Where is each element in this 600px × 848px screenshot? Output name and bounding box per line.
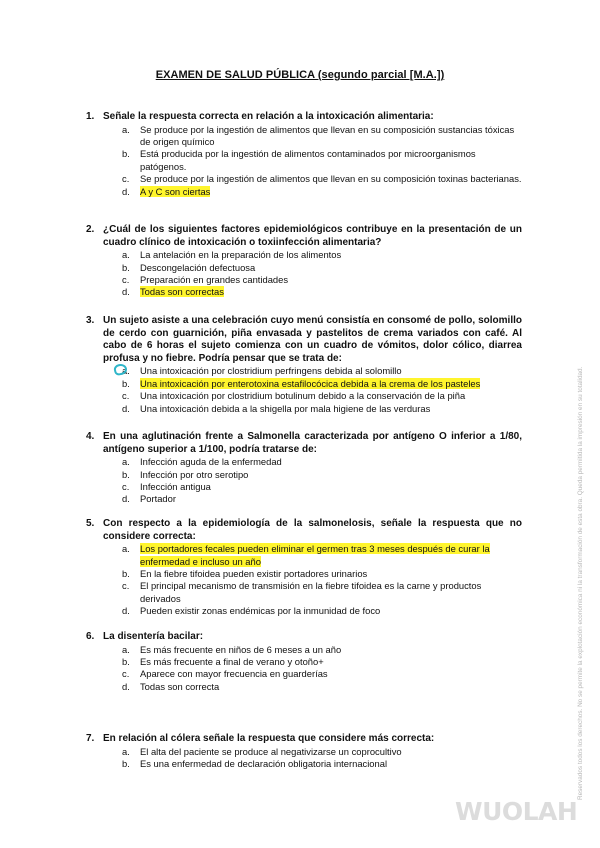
- option-text: Infección aguda de la enfermedad: [140, 456, 282, 468]
- option-text: Es más frecuente en niños de 6 meses a un año: [140, 643, 342, 655]
- option-letter: c.: [122, 390, 130, 402]
- answer-option: [122, 390, 522, 402]
- option-text: Descongelación defectuosa: [140, 261, 256, 273]
- question-4: [86, 431, 522, 506]
- highlighted-answer: Todas son correctas: [140, 286, 224, 298]
- option-text: Preparación en grandes cantidades: [140, 274, 289, 285]
- question-text: Con respecto a la epidemiología de la salmonelosis, señale la respuesta que no considere correcta:: [103, 518, 522, 542]
- question-text: En una aglutinación frente a Salmonella caracterizada por antígeno O inferior a 1/80, antígeno superior a 1/100, podría tratarse de:: [103, 431, 522, 455]
- option-text: El principal mecanismo de transmisión en la fiebre tifoidea es la carne y productos derivados: [140, 580, 482, 604]
- question-number: 2.: [86, 224, 95, 235]
- option-letter: c.: [122, 668, 130, 680]
- answer-option: [122, 403, 522, 415]
- question-header: [86, 224, 522, 249]
- answer-option: [122, 456, 522, 468]
- answer-option: [122, 656, 522, 668]
- question-header: [86, 315, 522, 365]
- option-letter: b.: [122, 656, 130, 667]
- highlighted-answer: A y C son ciertas: [140, 185, 211, 197]
- option-letter: d.: [122, 402, 130, 414]
- exam-title: EXAMEN DE SALUD PÚBLICA (segundo parcial [M.A.]): [155, 69, 445, 81]
- answer-option: [122, 668, 522, 680]
- question-3: [86, 315, 522, 415]
- answer-option: [122, 148, 522, 173]
- question-1: [86, 111, 522, 198]
- option-letter: d.: [122, 286, 130, 298]
- question-number: 5.: [86, 518, 95, 529]
- option-text: Todas son correcta: [140, 680, 220, 692]
- option-letter: b.: [122, 377, 130, 389]
- option-letter: d.: [122, 493, 130, 505]
- answer-option: [122, 758, 522, 770]
- option-list: [86, 746, 522, 771]
- option-letter: d.: [122, 680, 130, 692]
- question-number: 3.: [86, 315, 95, 326]
- answer-option: [122, 124, 522, 149]
- answer-option: [122, 186, 522, 198]
- option-letter: c.: [122, 274, 130, 285]
- question-6: [86, 631, 522, 693]
- option-list: [86, 644, 522, 694]
- option-letter: c.: [122, 173, 130, 185]
- answer-option: [122, 378, 522, 390]
- option-text: Una intoxicación debida a la shigella por mala higiene de las verduras: [140, 402, 431, 414]
- option-text: Es una enfermedad de declaración obligatoria internacional: [140, 758, 388, 769]
- question-number: 7.: [86, 733, 95, 744]
- answer-option: [122, 644, 522, 656]
- option-letter: a.: [122, 543, 130, 555]
- answer-option: [122, 481, 522, 493]
- option-letter: a.: [122, 643, 130, 655]
- option-text: Se produce por la ingestión de alimentos que llevan en su composición toxinas bacterianas.: [140, 173, 522, 185]
- question-header: [86, 518, 522, 543]
- option-list: [86, 543, 522, 617]
- question-text: Un sujeto asiste a una celebración cuyo menú consistía en consomé de pollo, solomillo de cerdo con guarnición, piña envasada y pastelitos de crema variados con café. Al cabo de 6 horas el sujeto comienza con un cuadro de vómitos, dolor cólico, diarrea profusa y no fiebre. Podría pensar que se trata de:: [103, 315, 522, 364]
- option-text: Aparece con mayor frecuencia en guarderías: [140, 668, 328, 680]
- question-number: 1.: [86, 111, 95, 122]
- answer-option: [122, 746, 522, 758]
- question-text: Señale la respuesta correcta en relación a la intoxicación alimentaria:: [103, 111, 434, 122]
- option-text: Una intoxicación por clostridium perfringens debida al solomillo: [140, 365, 402, 377]
- wuolah-logo: WUOLAH: [455, 797, 578, 826]
- option-text: Infección antigua: [140, 481, 211, 492]
- answer-option: [122, 249, 522, 261]
- option-letter: d.: [122, 605, 130, 617]
- option-text: La antelación en la preparación de los alimentos: [140, 249, 342, 261]
- question-text: La disentería bacilar:: [103, 631, 204, 642]
- answer-option: [122, 605, 522, 617]
- question-2: [86, 224, 522, 299]
- option-letter: a.: [122, 365, 130, 377]
- option-letter: a.: [122, 456, 130, 468]
- question-number: 6.: [86, 631, 95, 642]
- option-text: Se produce por la ingestión de alimentos que llevan en su composición sustancias tóxicas de origen químico: [140, 123, 515, 147]
- option-text: Pueden existir zonas endémicas por la inmunidad de foco: [140, 605, 381, 617]
- answer-option: [122, 681, 522, 693]
- answer-option: [122, 543, 522, 568]
- answer-option: [122, 262, 522, 274]
- option-letter: a.: [122, 745, 130, 757]
- answer-option: [122, 365, 522, 377]
- answer-option: [122, 274, 522, 286]
- question-7: [86, 733, 522, 770]
- option-list: [86, 249, 522, 299]
- option-letter: b.: [122, 148, 130, 160]
- copyright-notice: Reservados todos los derechos. No se permite la explotación económica ni la transformación de esta obra. Queda permitida la impresión en su totalidad.: [577, 366, 584, 800]
- option-letter: c.: [122, 580, 130, 592]
- answer-option: [122, 493, 522, 505]
- option-list: [86, 456, 522, 506]
- question-header: [86, 111, 522, 124]
- question-header: [86, 431, 522, 456]
- question-number: 4.: [86, 431, 95, 442]
- option-letter: c.: [122, 481, 130, 492]
- option-letter: b.: [122, 468, 130, 480]
- option-letter: a.: [122, 123, 130, 135]
- option-letter: b.: [122, 261, 130, 273]
- option-text: Infección por otro serotipo: [140, 468, 249, 480]
- option-letter: a.: [122, 249, 130, 261]
- option-text: En la fiebre tifoidea pueden existir portadores urinarios: [140, 568, 368, 579]
- option-text: Es más frecuente a final de verano y otoño+: [140, 656, 324, 667]
- option-list: [86, 124, 522, 198]
- answer-option: [122, 580, 522, 605]
- answer-option: [122, 469, 522, 481]
- question-5: [86, 518, 522, 618]
- option-list: [86, 365, 522, 415]
- option-text: Portador: [140, 493, 176, 505]
- highlighted-answer: Los portadores fecales pueden eliminar el germen tras 3 meses después de curar la enfermedad e incluso un año: [140, 543, 490, 567]
- answer-option: [122, 286, 522, 298]
- option-text: Está producida por la ingestión de alimentos contaminados por microorganismos patógenos.: [140, 148, 476, 172]
- option-letter: b.: [122, 568, 130, 579]
- answer-option: [122, 173, 522, 185]
- question-text: ¿Cuál de los siguientes factores epidemiológicos contribuye en la presentación de un cuadro clínico de intoxicación o toxiinfección alimentaria?: [103, 224, 522, 248]
- question-header: [86, 733, 522, 746]
- option-text: El alta del paciente se produce al negativizarse un coprocultivo: [140, 745, 402, 757]
- option-letter: b.: [122, 758, 130, 769]
- highlighted-answer: Una intoxicación por enterotoxina estafilocócica debida a la crema de los pasteles: [140, 377, 481, 389]
- answer-option: [122, 568, 522, 580]
- option-text: Una intoxicación por clostridium botulinum debido a la conservación de la piña: [140, 390, 466, 402]
- question-header: [86, 631, 522, 644]
- option-letter: d.: [122, 185, 130, 197]
- question-text: En relación al cólera señale la respuesta que considere más correcta:: [103, 733, 435, 744]
